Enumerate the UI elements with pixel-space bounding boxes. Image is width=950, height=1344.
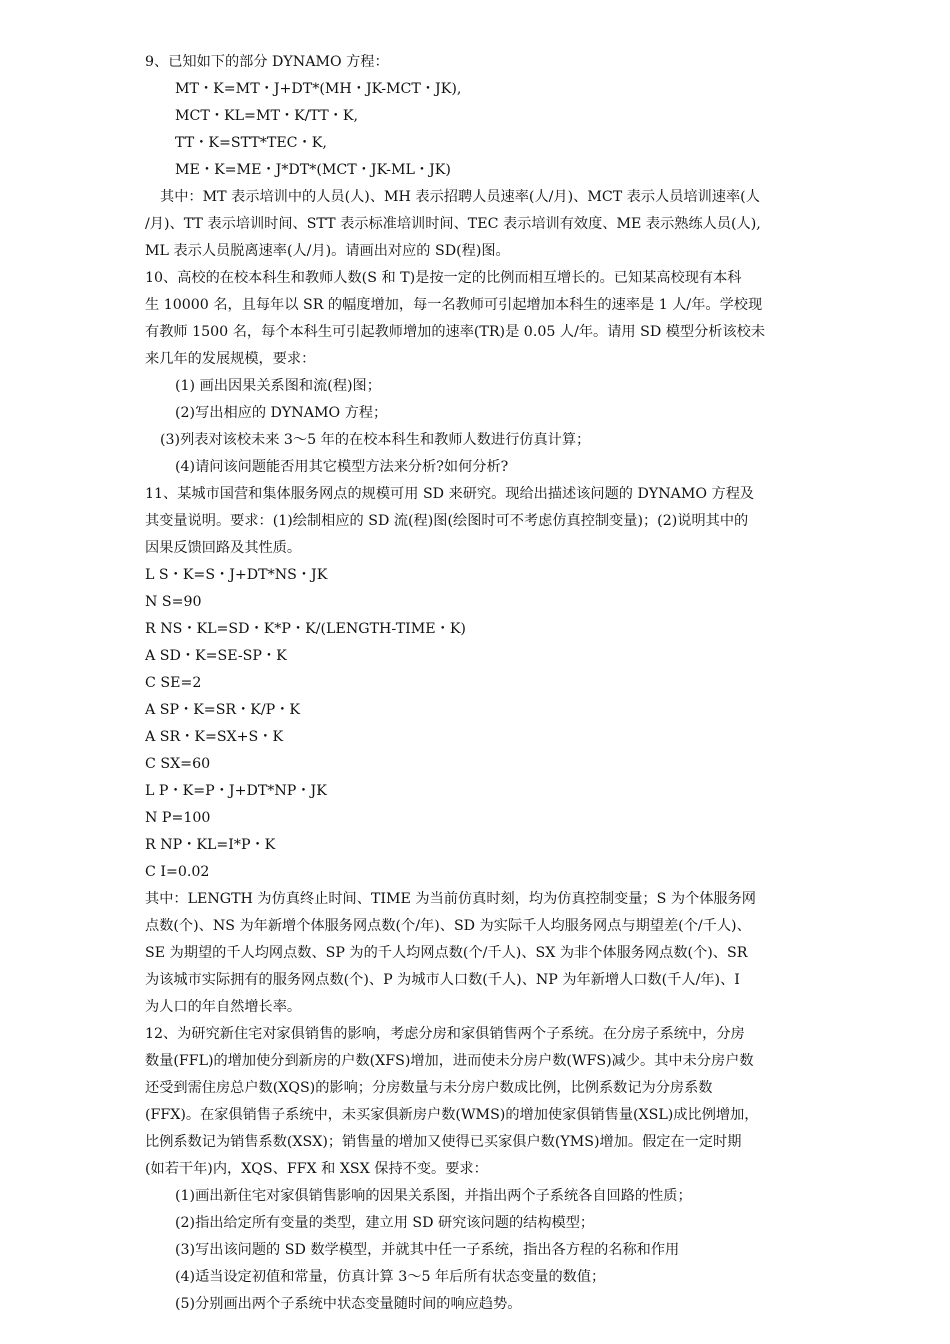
text-line: MCT・KL=MT・K/TT・K, (175, 108, 358, 124)
text-line: (5)分别画出两个子系统中状态变量随时间的响应趋势。 (175, 1296, 522, 1312)
text-line: 生 10000 名，且每年以 SR 的幅度增加，每一名教师可引起增加本科生的速率是 1 人/年。学校现 (145, 297, 763, 313)
text-line: 10、高校的在校本科生和教师人数(S 和 T)是按一定的比例而相互增长的。已知某高校现有本科 (145, 270, 742, 286)
text-line: ML 表示人员脱离速率(人/月)。请画出对应的 SD(程)图。 (145, 243, 510, 259)
text-line: A SP・K=SR・K/P・K (145, 702, 300, 718)
text-line: R NP・KL=I*P・K (145, 837, 276, 853)
text-line: 为该城市实际拥有的服务网点数(个)、P 为城市人口数(千人)、NP 为年新增人口数(千人/年)、I (145, 972, 740, 988)
text-line: 数量(FFL)的增加使分到新房的户数(XFS)增加，进而使未分房户数(WFS)减少。其中未分房户数 (145, 1053, 754, 1069)
text-line: (1)画出新住宅对家俱销售影响的因果关系图，并指出两个子系统各自回路的性质； (175, 1188, 692, 1204)
text-line: C I=0.02 (145, 864, 210, 880)
text-line: 其中：MT 表示培训中的人员(人)、MH 表示招聘人员速率(人/月)、MCT 表示人员培训速率(人 (160, 189, 760, 205)
text-line: 其中：LENGTH 为仿真终止时间、TIME 为当前仿真时刻，均为仿真控制变量；S 为个体服务网 (145, 891, 756, 907)
text-line: (1) 画出因果关系图和流(程)图； (175, 378, 381, 394)
text-line: N P=100 (145, 810, 211, 826)
text-line: 因果反馈回路及其性质。 (145, 540, 302, 556)
text-line: N S=90 (145, 594, 202, 610)
text-line: (3)写出该问题的 SD 数学模型，并就其中任一子系统，指出各方程的名称和作用 (175, 1242, 680, 1258)
text-line: /月)、TT 表示培训时间、STT 表示标准培训时间、TEC 表示培训有效度、ME 表示熟练人员(人), (145, 216, 761, 232)
text-line: TT・K=STT*TEC・K, (175, 135, 327, 151)
text-line: A SD・K=SE-SP・K (145, 648, 287, 664)
text-line: C SX=60 (145, 756, 211, 772)
text-line: (4)请问该问题能否用其它模型方法来分析?如何分析? (175, 459, 509, 475)
text-line: SE 为期望的千人均网点数、SP 为的千人均网点数(个/千人)、SX 为非个体服务网点数(个)、SR (145, 945, 748, 961)
text-line: 其变量说明。要求：(1)绘制相应的 SD 流(程)图(绘图时可不考虑仿真控制变量)；(2)说明其中的 (145, 513, 749, 529)
text-line: 比例系数记为销售系数(XSX)；销售量的增加又使得已买家俱户数(YMS)增加。假定在一定时期 (145, 1134, 742, 1150)
text-line: (2)写出相应的 DYNAMO 方程； (175, 405, 388, 421)
text-line: ME・K=ME・J*DT*(MCT・JK-ML・JK) (175, 162, 451, 178)
text-line: (2)指出给定所有变量的类型，建立用 SD 研究该问题的结构模型； (175, 1215, 595, 1231)
text-line: 来几年的发展规模，要求： (145, 351, 316, 367)
text-line: (FFX)。在家俱销售子系统中，未买家俱新房户数(WMS)的增加使家俱销售量(XSL)成比例增加， (145, 1107, 759, 1123)
text-line: MT・K=MT・J+DT*(MH・JK-MCT・JK), (175, 81, 462, 97)
text-line: L S・K=S・J+DT*NS・JK (145, 567, 328, 583)
text-line: 12、为研究新住宅对家俱销售的影响，考虑分房和家俱销售两个子系统。在分房子系统中，分房 (145, 1026, 745, 1042)
text-line: R NS・KL=SD・K*P・K/(LENGTH-TIME・K) (145, 621, 466, 637)
text-line: L P・K=P・J+DT*NP・JK (145, 783, 327, 799)
text-line: 有教师 1500 名，每个本科生可引起教师增加的速率(TR)是 0.05 人/年。请用 SD 模型分析该校未 (145, 324, 766, 340)
text-line: 为人口的年自然增长率。 (145, 999, 302, 1015)
text-line: (如若干年)内，XQS、FFX 和 XSX 保持不变。要求： (145, 1161, 488, 1177)
text-line: C SE=2 (145, 675, 202, 691)
text-line: 9、已知如下的部分 DYNAMO 方程： (145, 54, 389, 70)
text-line: A SR・K=SX+S・K (145, 729, 284, 745)
text-line: (3)列表对该校未来 3～5 年的在校本科生和教师人数进行仿真计算； (160, 432, 591, 448)
text-line: 点数(个)、NS 为年新增个体服务网点数(个/年)、SD 为实际千人均服务网点与期望差(个/千人)、 (145, 918, 751, 934)
text-line: 还受到需住房总户数(XQS)的影响；分房数量与未分房户数成比例，比例系数记为分房系数 (145, 1080, 713, 1096)
text-line: (4)适当设定初值和常量，仿真计算 3～5 年后所有状态变量的数值； (175, 1269, 606, 1285)
text-line: 11、某城市国营和集体服务网点的规模可用 SD 来研究。现给出描述该问题的 DYNAMO 方程及 (145, 486, 755, 502)
